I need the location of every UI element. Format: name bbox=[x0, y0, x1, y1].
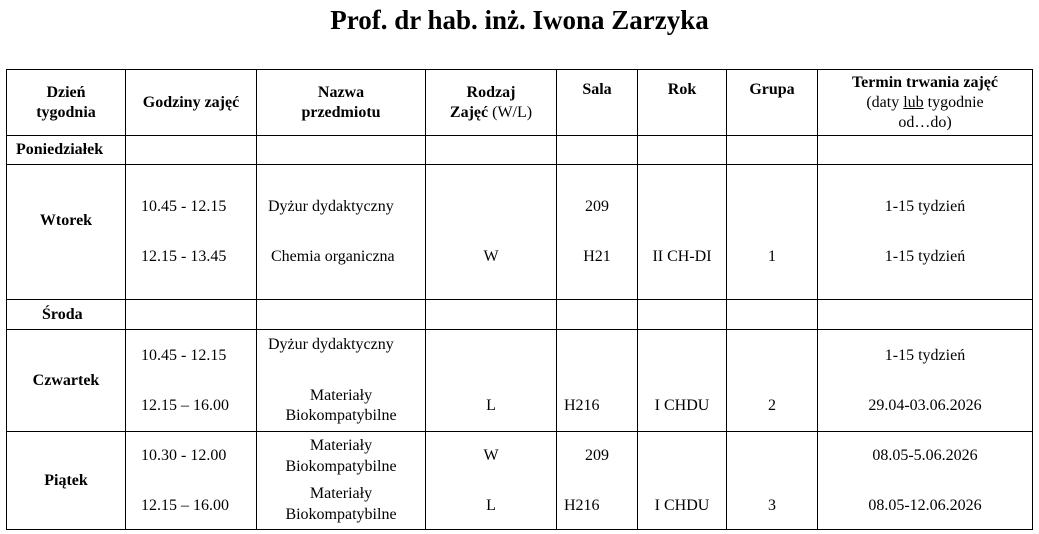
subject-value-line2: Biokompatybilne bbox=[285, 506, 397, 523]
group-value: 3 bbox=[768, 497, 776, 514]
day-label-friday: Piątek bbox=[7, 432, 126, 530]
table-cell bbox=[426, 300, 557, 330]
term-value: 1-15 tydzień bbox=[884, 198, 966, 215]
table-row-thursday bbox=[7, 330, 1033, 432]
header-subject-line2: przedmiotu bbox=[301, 103, 381, 121]
group-value: 1 bbox=[768, 248, 776, 265]
table-cell bbox=[126, 300, 257, 330]
subject-cell bbox=[257, 330, 426, 432]
term-value: 1-15 tydzień bbox=[884, 347, 966, 364]
table-cell bbox=[426, 136, 557, 165]
header-day-line2: tygodnia bbox=[36, 103, 96, 121]
group-cell bbox=[727, 432, 818, 530]
table-cell bbox=[557, 300, 638, 330]
table-cell bbox=[257, 300, 426, 330]
subject-value: Chemia organiczna bbox=[271, 248, 395, 265]
type-cell bbox=[426, 165, 557, 300]
type-value: L bbox=[486, 397, 496, 414]
page-title: Prof. dr hab. inż. Iwona Zarzyka bbox=[330, 5, 709, 35]
subject-cell bbox=[257, 432, 426, 530]
room-value: 209 bbox=[585, 198, 609, 215]
room-value: H21 bbox=[583, 248, 611, 265]
year-cell bbox=[638, 330, 727, 432]
table-row-tuesday bbox=[7, 165, 1033, 300]
day-label-tuesday: Wtorek bbox=[7, 165, 126, 300]
room-cell bbox=[557, 330, 638, 432]
header-room: Sala bbox=[557, 70, 638, 136]
header-term-line1: Termin trwania zajęć bbox=[851, 73, 999, 91]
day-label-wednesday: Środa bbox=[7, 300, 126, 330]
day-label-thursday: Czwartek bbox=[7, 330, 126, 432]
type-cell bbox=[426, 432, 557, 530]
table-cell bbox=[638, 300, 727, 330]
hours-cell bbox=[126, 330, 257, 432]
table-row-wednesday bbox=[7, 300, 1033, 330]
group-cell bbox=[727, 330, 818, 432]
header-term-line2-b: tygodnie bbox=[923, 93, 984, 111]
table-cell bbox=[257, 136, 426, 165]
hours-value: 10.45 - 12.15 bbox=[141, 347, 227, 364]
hours-value: 10.45 - 12.15 bbox=[141, 198, 227, 215]
subject-value-line1: Materiały bbox=[309, 437, 373, 454]
table-cell bbox=[727, 300, 818, 330]
year-value: I CHDU bbox=[654, 397, 710, 414]
hours-value: 12.15 - 13.45 bbox=[141, 248, 227, 265]
table-cell bbox=[126, 136, 257, 165]
room-cell bbox=[557, 165, 638, 300]
term-value: 08.05-12.06.2026 bbox=[868, 497, 982, 514]
header-day-line1: Dzień bbox=[46, 83, 86, 101]
header-hours: Godziny zajęć bbox=[126, 70, 257, 136]
group-cell bbox=[727, 165, 818, 300]
subject-value-line2: Biokompatybilne bbox=[285, 458, 397, 475]
header-subject-line1: Nazwa bbox=[317, 83, 365, 101]
table-cell bbox=[727, 136, 818, 165]
subject-value-line2: Biokompatybilne bbox=[285, 407, 397, 424]
day-label-monday: Poniedziałek bbox=[7, 136, 126, 165]
term-value: 29.04-03.06.2026 bbox=[868, 397, 982, 414]
table-row-monday bbox=[7, 136, 1033, 165]
subject-value-line1: Materiały bbox=[309, 485, 373, 502]
year-value: II CH-DI bbox=[652, 248, 712, 265]
header-day bbox=[7, 70, 126, 136]
table-cell bbox=[557, 136, 638, 165]
room-value: H216 bbox=[564, 397, 600, 414]
header-term-line2 bbox=[818, 93, 1032, 113]
subject-value: Dyżur dydaktyczny bbox=[268, 336, 394, 353]
hours-cell bbox=[126, 165, 257, 300]
subject-value-line1: Materiały bbox=[309, 387, 373, 404]
hours-value: 12.15 – 16.00 bbox=[141, 497, 229, 514]
table-row-friday bbox=[7, 432, 1033, 530]
year-cell bbox=[638, 432, 727, 530]
term-value: 08.05-5.06.2026 bbox=[872, 447, 978, 464]
header-type bbox=[426, 70, 557, 136]
year-cell bbox=[638, 165, 727, 300]
term-cell bbox=[818, 165, 1033, 300]
type-value: L bbox=[486, 497, 496, 514]
room-value: H216 bbox=[564, 497, 600, 514]
header-term-line3: od…do) bbox=[898, 113, 952, 131]
room-value: 209 bbox=[585, 447, 609, 464]
table-cell bbox=[818, 136, 1033, 165]
header-year: Rok bbox=[638, 70, 727, 136]
term-cell bbox=[818, 330, 1033, 432]
header-row bbox=[7, 70, 1033, 136]
header-type-line1: Rodzaj bbox=[466, 83, 516, 101]
term-cell bbox=[818, 432, 1033, 530]
hours-cell bbox=[126, 432, 257, 530]
schedule-table bbox=[6, 69, 1033, 530]
subject-value: Dyżur dydaktyczny bbox=[268, 198, 394, 215]
year-value: I CHDU bbox=[654, 497, 710, 514]
header-subject bbox=[257, 70, 426, 136]
type-value: W bbox=[483, 447, 499, 464]
hours-value: 10.30 - 12.00 bbox=[141, 447, 227, 464]
type-cell bbox=[426, 330, 557, 432]
table-cell bbox=[638, 136, 727, 165]
header-type-line2 bbox=[426, 103, 556, 123]
header-term-line2-u: lub bbox=[903, 93, 924, 111]
header-term-line2-a: (daty bbox=[866, 93, 904, 111]
header-group: Grupa bbox=[727, 70, 818, 136]
header-type-rest: (W/L) bbox=[488, 103, 533, 121]
type-value: W bbox=[483, 248, 499, 265]
term-value: 1-15 tydzień bbox=[884, 248, 966, 265]
header-term bbox=[818, 70, 1033, 136]
subject-cell bbox=[257, 165, 426, 300]
table-cell bbox=[818, 300, 1033, 330]
room-cell bbox=[557, 432, 638, 530]
group-value: 2 bbox=[768, 397, 776, 414]
hours-value: 12.15 – 16.00 bbox=[141, 397, 229, 414]
header-type-bold: Zajęć bbox=[449, 103, 489, 121]
